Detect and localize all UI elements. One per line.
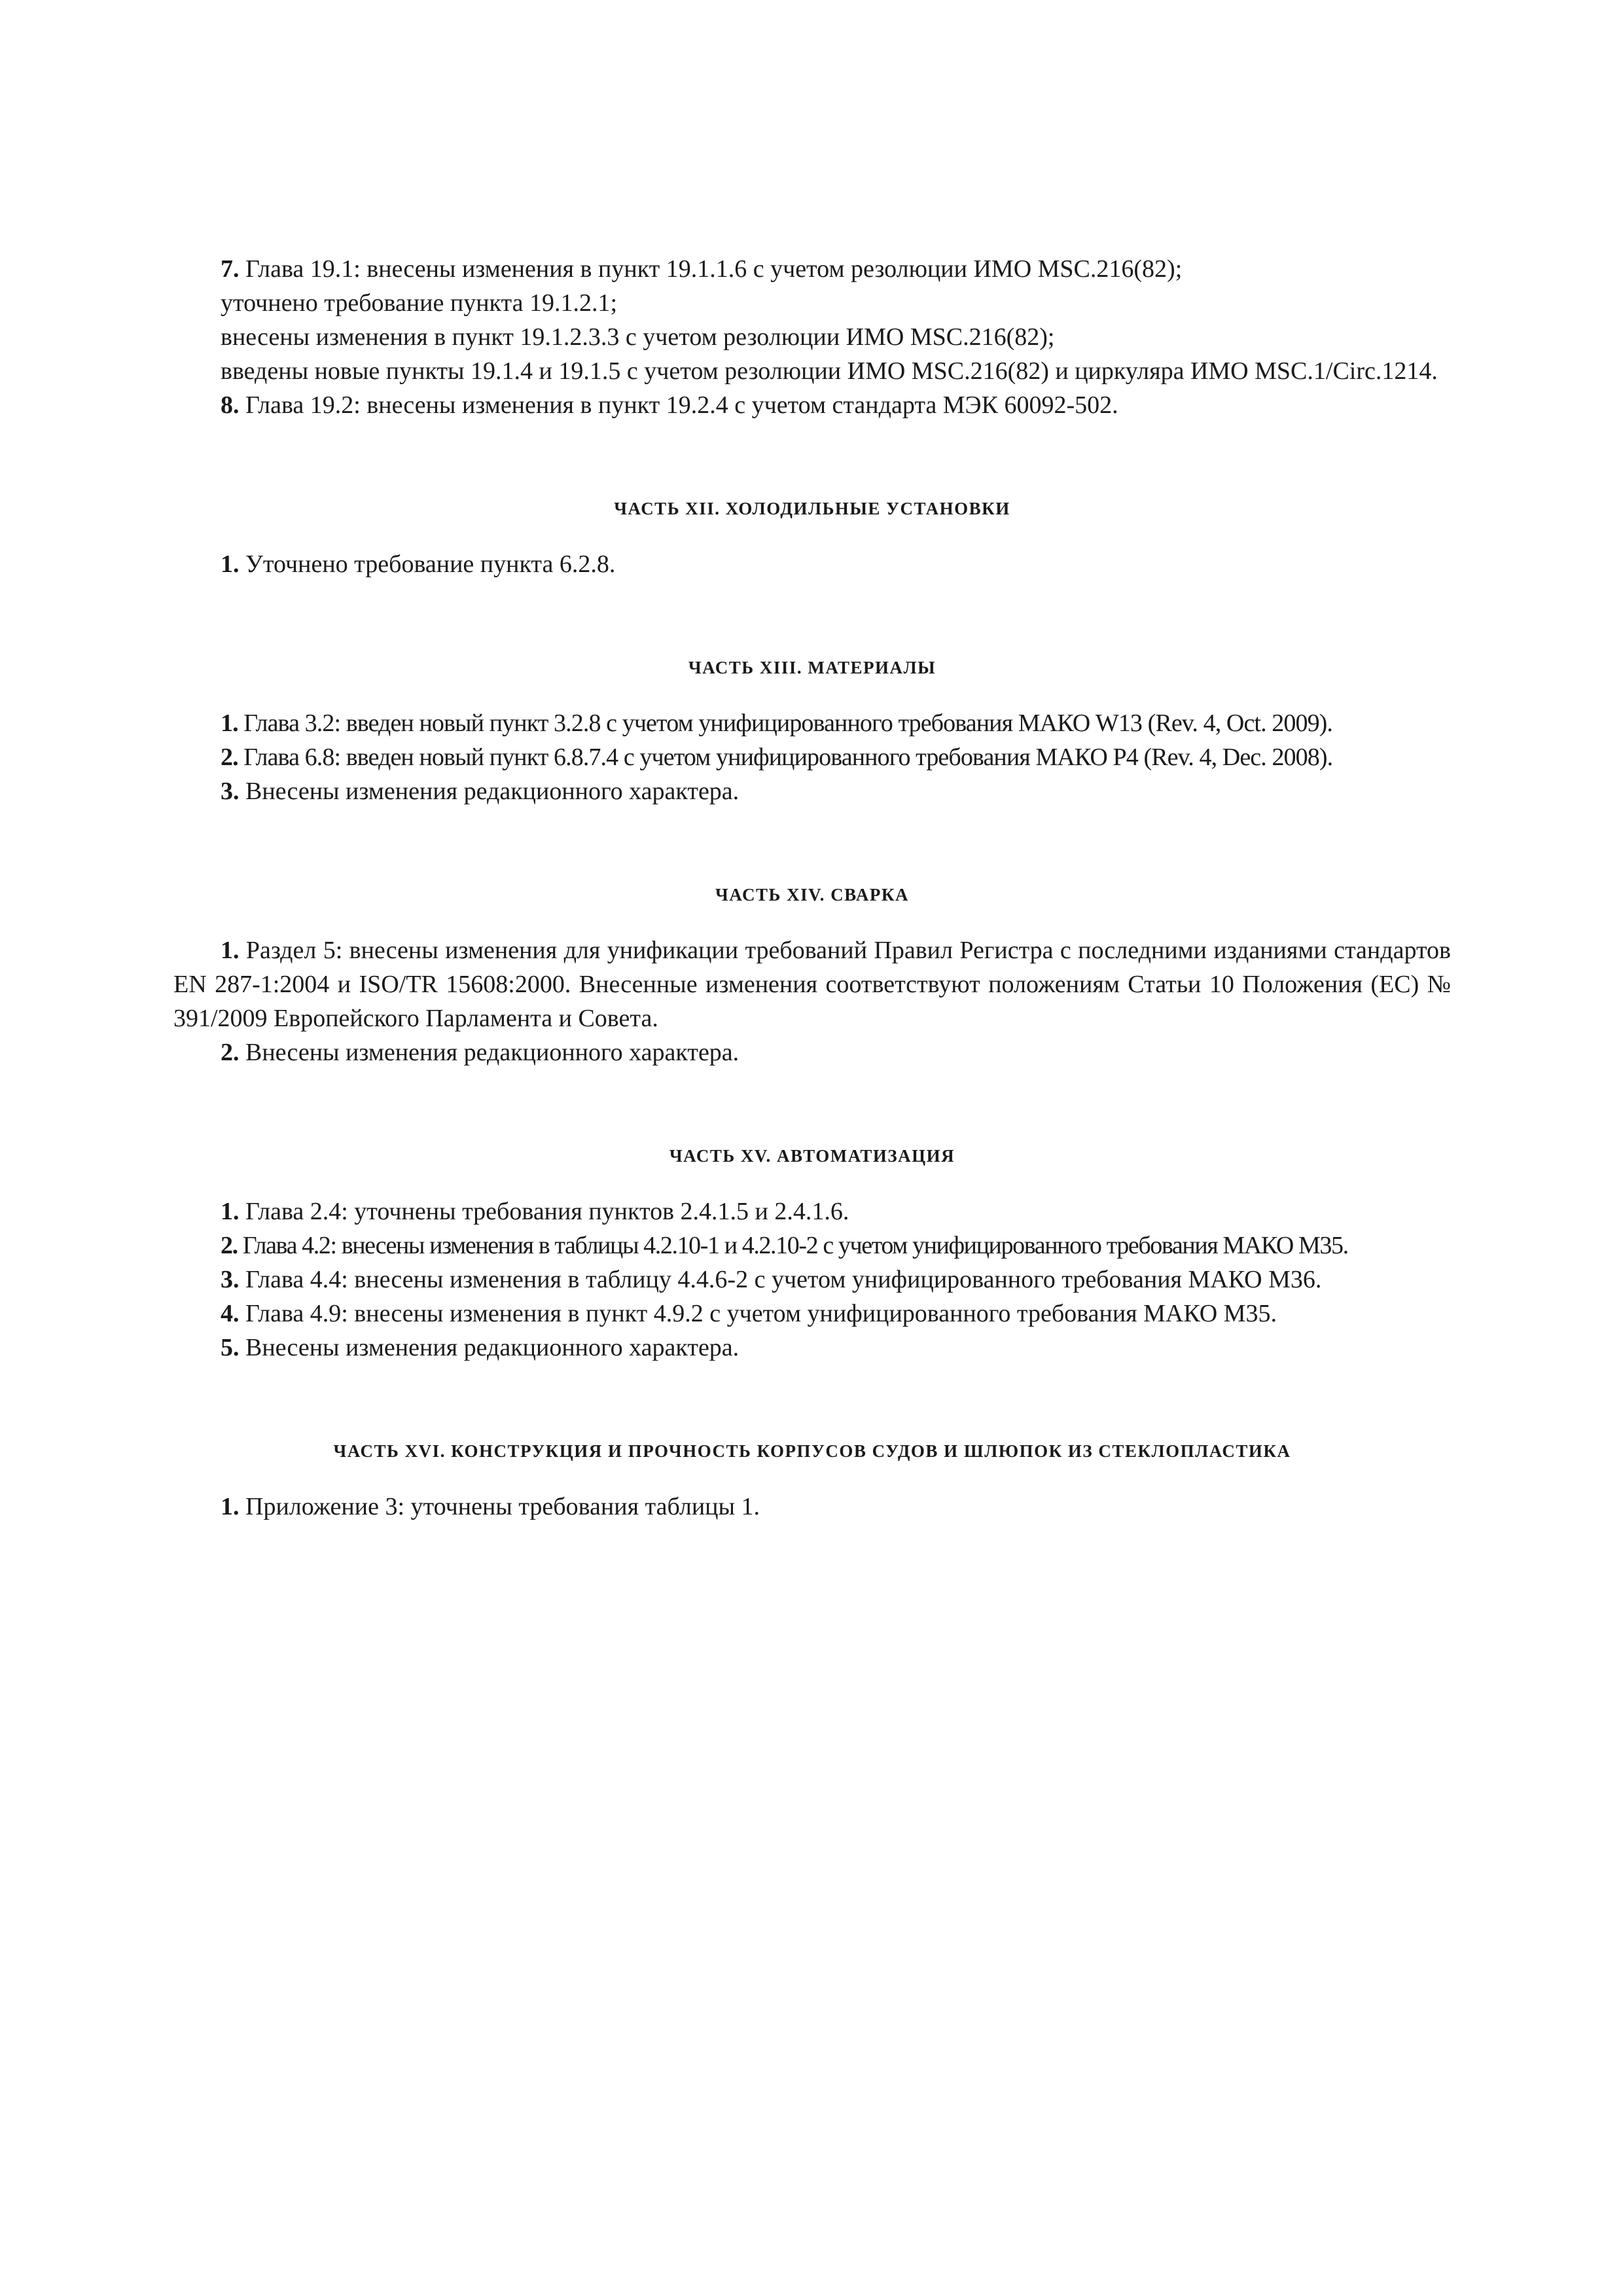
item-number: 1.: [221, 550, 240, 578]
document-page: [173, 252, 1451, 1524]
item-number: 3.: [221, 1266, 240, 1293]
paragraph: [173, 1331, 1451, 1365]
item-text: введены новые пункты 19.1.4 и 19.1.5 с учетом резолюции ИМО MSC.216(82) и циркуляра ИМО MSC.1/Circ.1214.: [221, 357, 1438, 385]
item-number: 4.: [221, 1300, 240, 1327]
item-number: 5.: [221, 1334, 240, 1361]
paragraph: [173, 354, 1451, 388]
paragraph: [173, 933, 1451, 1035]
item-number: 2.: [221, 1232, 238, 1259]
item-number: 8.: [221, 391, 240, 419]
paragraph: [173, 1229, 1451, 1263]
section-heading-part-xiii: ЧАСТЬ XIII. МАТЕРИАЛЫ: [688, 658, 936, 677]
item-number: 2.: [221, 744, 238, 771]
paragraph: [173, 252, 1451, 286]
intro-block: [173, 252, 1451, 422]
item-text: Приложение 3: уточнены требования таблицы 1.: [239, 1493, 760, 1520]
item-number: 1.: [221, 709, 238, 737]
section-heading-part-xiv: ЧАСТЬ XIV. СВАРКА: [715, 885, 909, 905]
item-text: Внесены изменения редакционного характера.: [239, 1334, 740, 1361]
item-number: 3.: [221, 778, 240, 805]
item-text: Глава 6.8: введен новый пункт 6.8.7.4 с учетом унифицированного требования МАКО P4 (Rev. 4, Dec. 2008).: [238, 744, 1333, 771]
paragraph: [173, 286, 1451, 320]
item-text: Внесены изменения редакционного характера.: [239, 778, 740, 805]
paragraph: [173, 774, 1451, 808]
paragraph: [173, 740, 1451, 774]
item-number: 7.: [221, 255, 240, 283]
section-heading-part-xii: ЧАСТЬ XII. ХОЛОДИЛЬНЫЕ УСТАНОВКИ: [614, 499, 1010, 518]
item-text: Уточнено требование пункта 6.2.8.: [239, 550, 616, 578]
item-text: уточнено требование пункта 19.1.2.1;: [221, 289, 618, 317]
paragraph: [173, 547, 1451, 581]
item-number: 2.: [221, 1039, 240, 1066]
item-number: 1.: [221, 937, 240, 964]
item-text: Внесены изменения редакционного характера.: [239, 1039, 740, 1066]
item-text: Глава 4.4: внесены изменения в таблицу 4.4.6-2 с учетом унифицированного требования МАКО M36.: [239, 1266, 1322, 1293]
item-text: Глава 3.2: введен новый пункт 3.2.8 с учетом унифицированного требования МАКО W13 (Rev. 4, Oct. 2009).: [238, 709, 1333, 737]
paragraph: [173, 1490, 1451, 1524]
paragraph: [173, 1297, 1451, 1331]
item-text: Глава 4.2: внесены изменения в таблицы 4.2.10-1 и 4.2.10-2 с учетом унифицированного требования МАКО M35.: [237, 1232, 1348, 1259]
item-text: Глава 2.4: уточнены требования пунктов 2.4.1.5 и 2.4.1.6.: [239, 1198, 849, 1225]
item-text: Раздел 5: внесены изменения для унификации требований Правил Регистра с последними изданиями стандартов EN 287-1:2004 и ISO/TR 15608:2000. Внесенные изменения соответствуют положениям Статьи 10 Положения (ЕС) № 391/2009 Европейского Парламента и Совета.: [173, 937, 1451, 1032]
item-number: 1.: [221, 1493, 240, 1520]
paragraph: [173, 1035, 1451, 1069]
paragraph: [173, 706, 1451, 740]
item-text: Глава 19.1: внесены изменения в пункт 19.1.1.6 с учетом резолюции ИМО MSC.216(82);: [239, 255, 1183, 283]
item-number: 1.: [221, 1198, 240, 1225]
paragraph: [173, 1263, 1451, 1297]
item-text: внесены изменения в пункт 19.1.2.3.3 с учетом резолюции ИМО MSC.216(82);: [221, 323, 1055, 351]
item-text: Глава 19.2: внесены изменения в пункт 19.2.4 с учетом стандарта МЭК 60092-502.: [239, 391, 1118, 419]
paragraph: [173, 1194, 1451, 1229]
paragraph: [173, 388, 1451, 422]
section-heading-part-xv: ЧАСТЬ XV. АВТОМАТИЗАЦИЯ: [669, 1146, 955, 1166]
paragraph: [173, 320, 1451, 354]
item-text: Глава 4.9: внесены изменения в пункт 4.9.2 с учетом унифицированного требования МАКО M35.: [239, 1300, 1277, 1327]
section-heading-part-xvi: ЧАСТЬ XVI. КОНСТРУКЦИЯ И ПРОЧНОСТЬ КОРПУСОВ СУДОВ И ШЛЮПОК ИЗ СТЕКЛОПЛАСТИКА: [333, 1441, 1291, 1461]
